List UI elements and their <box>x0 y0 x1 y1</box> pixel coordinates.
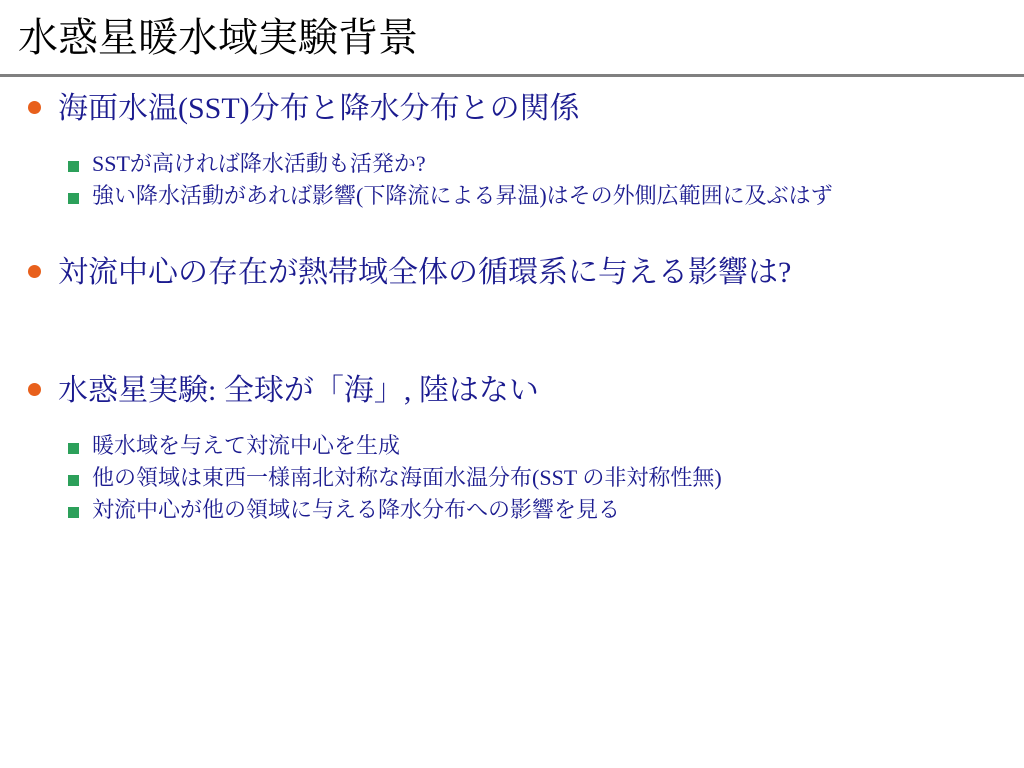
bullet-item-level1 <box>0 88 1024 130</box>
bullet-item-level1 <box>0 252 1024 294</box>
square-bullet-icon <box>68 443 79 454</box>
bullet-text-level1: 対流中心の存在が熱帯域全体の循環系に与える影響は? <box>58 256 792 289</box>
bullet-item-level2 <box>0 430 1024 462</box>
spacer <box>0 212 1024 252</box>
bullet-text-level2: 対流中心が他の領域に与える降水分布への影響を見る <box>92 497 621 522</box>
spacer <box>0 336 1024 370</box>
title-divider <box>0 74 1024 77</box>
bullet-text-level2: SSTが高ければ降水活動も活発か? <box>92 151 426 176</box>
square-bullet-icon <box>68 507 79 518</box>
bullet-text-level2: 他の領域は東西一様南北対称な海面水温分布(SST の非対称性無) <box>92 465 722 490</box>
round-bullet-icon <box>28 383 41 396</box>
bullet-item-level2 <box>0 462 1024 494</box>
spacer <box>0 296 1024 336</box>
square-bullet-icon <box>68 193 79 204</box>
round-bullet-icon <box>28 101 41 114</box>
bullet-text-level2: 強い降水活動があれば影響(下降流による昇温)はその外側広範囲に及ぶはず <box>92 183 833 208</box>
bullet-item-level2 <box>0 180 1024 212</box>
square-bullet-icon <box>68 161 79 172</box>
bullet-item-level2 <box>0 148 1024 180</box>
bullet-item-level2 <box>0 494 1024 526</box>
slide-body <box>0 88 1024 526</box>
page-title: 水惑星暖水域実験背景 <box>18 15 418 60</box>
spacer <box>0 414 1024 430</box>
square-bullet-icon <box>68 475 79 486</box>
bullet-text-level1: 水惑星実験: 全球が「海」, 陸はない <box>58 374 539 407</box>
bullet-text-level2: 暖水域を与えて対流中心を生成 <box>92 433 401 458</box>
bullet-text-level1: 海面水温(SST)分布と降水分布との関係 <box>58 92 580 125</box>
round-bullet-icon <box>28 265 41 278</box>
spacer <box>0 132 1024 148</box>
bullet-item-level1 <box>0 370 1024 412</box>
